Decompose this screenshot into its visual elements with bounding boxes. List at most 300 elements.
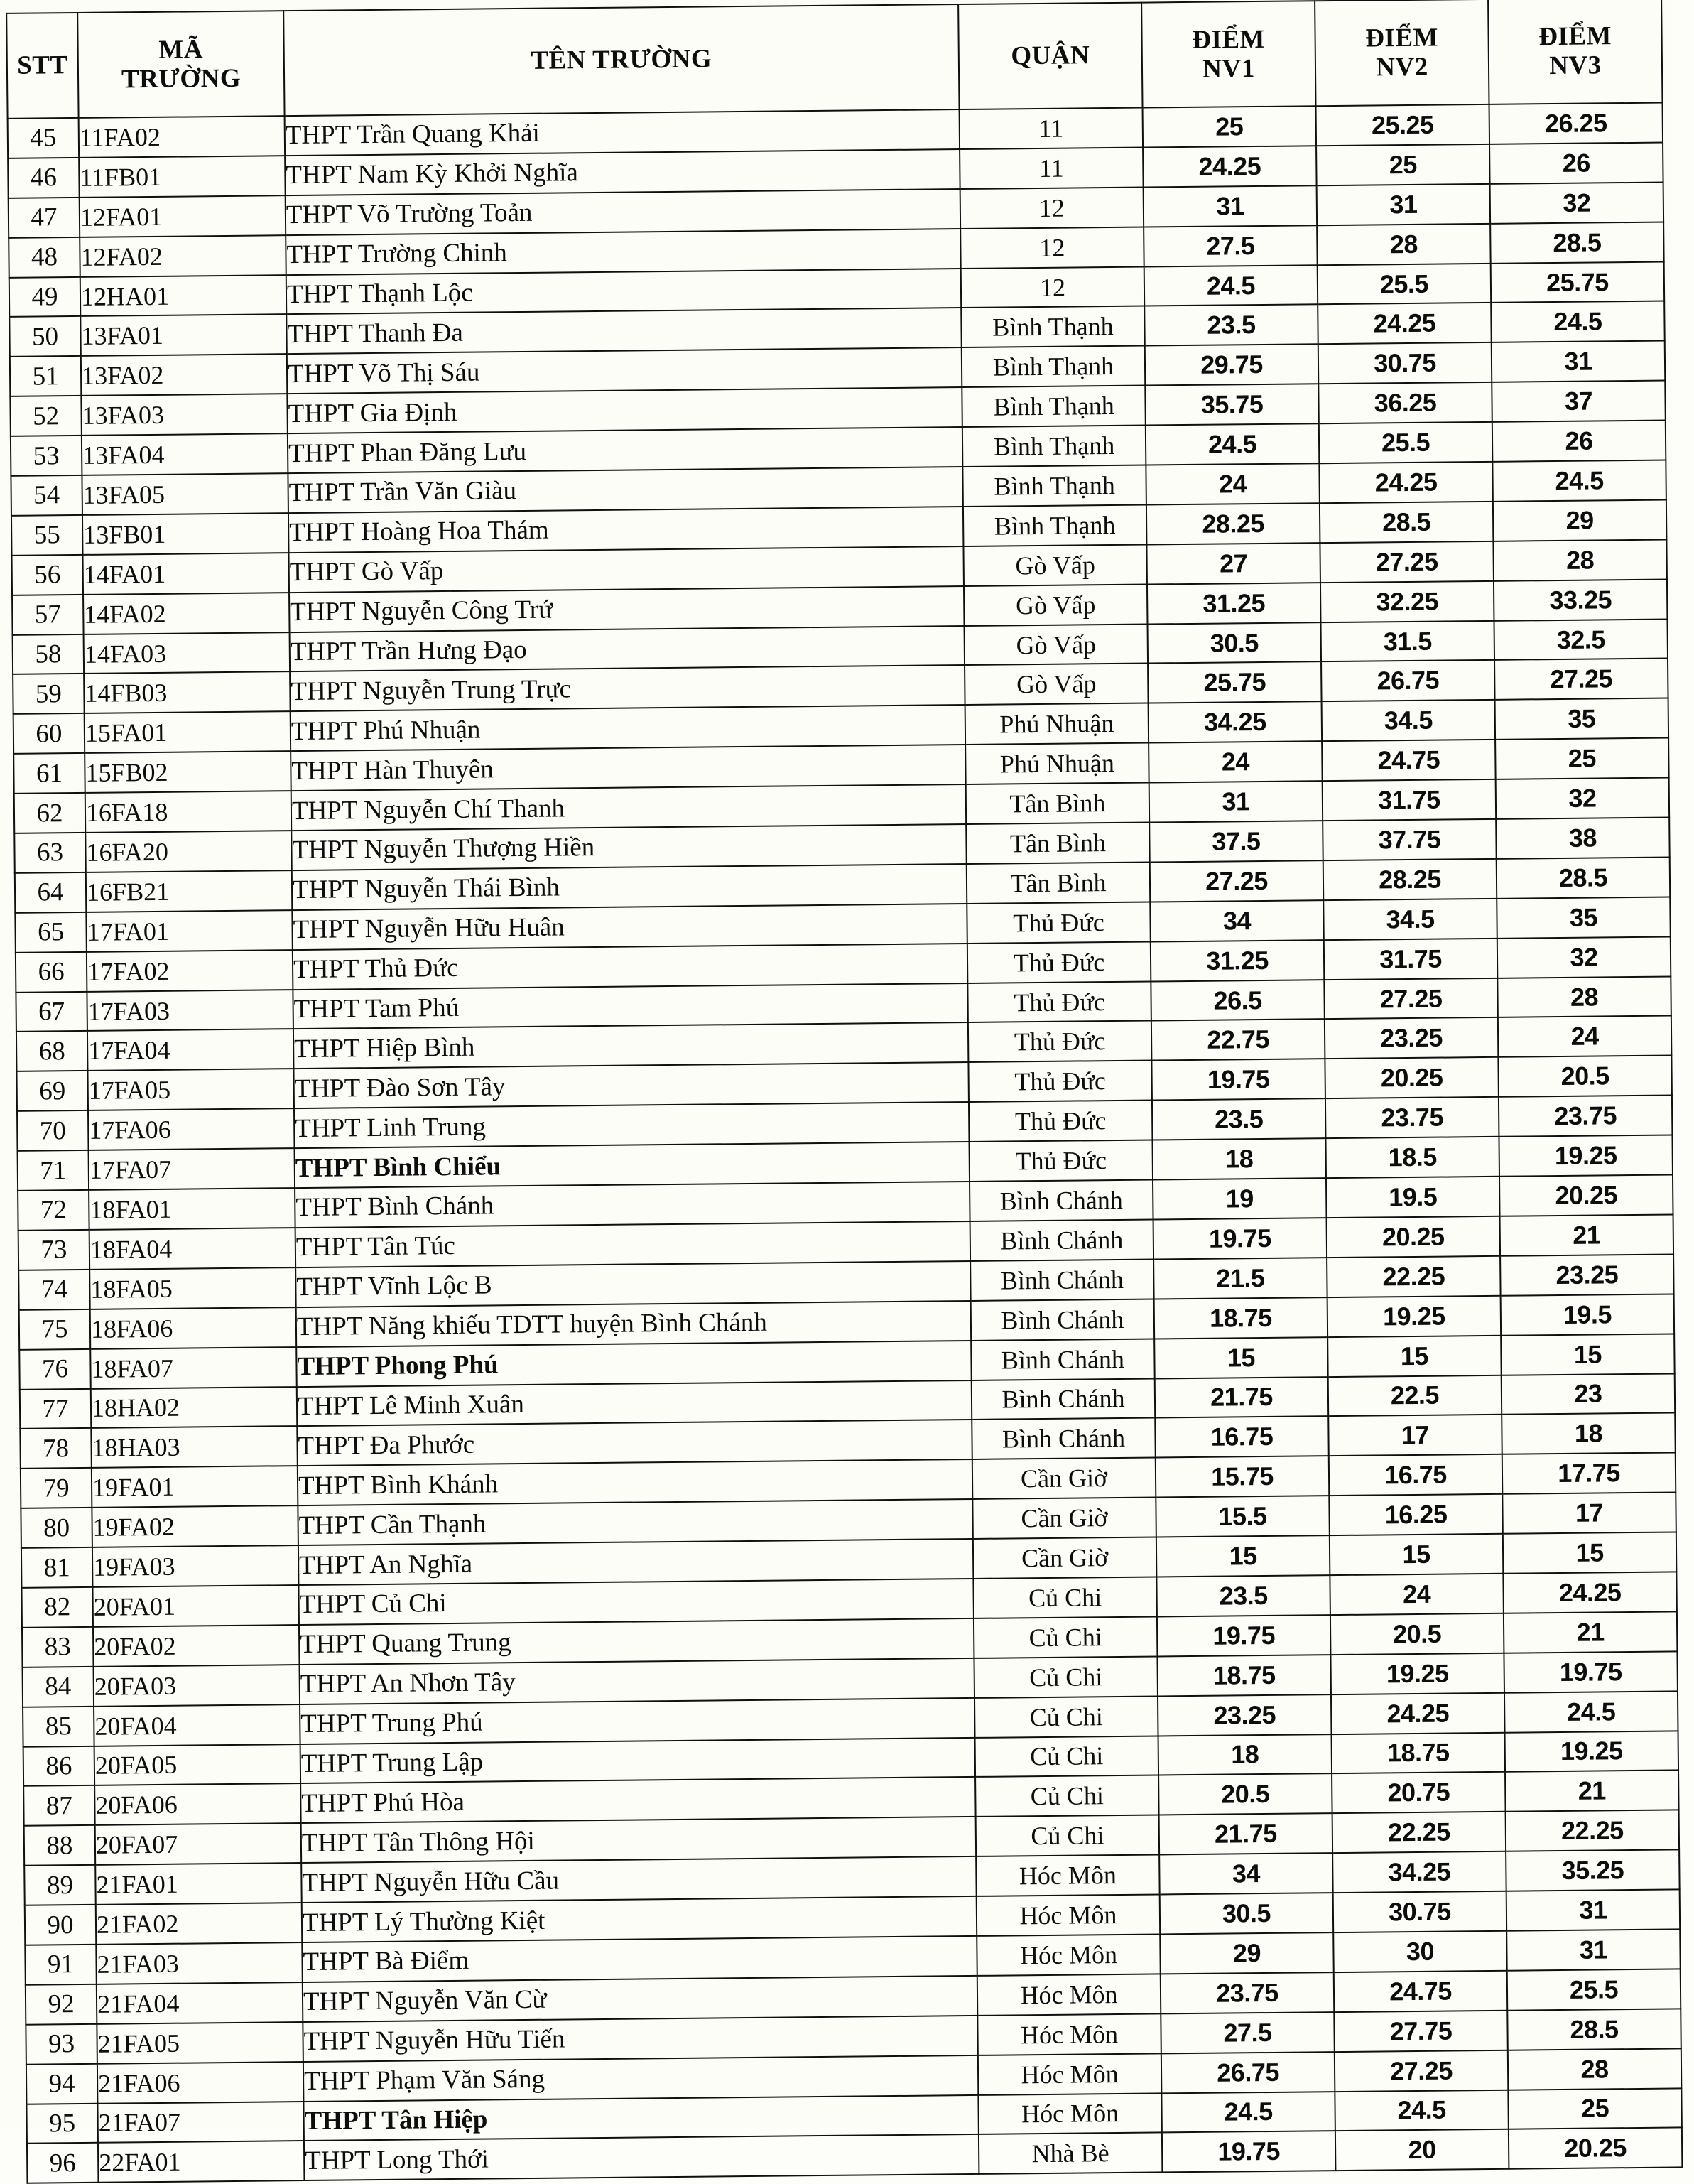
cell-school-name: THPT Năng khiếu TDTT huyện Bình Chánh <box>296 1301 971 1347</box>
cell-stt: 56 <box>12 555 84 595</box>
cell-district: Tân Bình <box>967 862 1151 903</box>
cell-school-code: 18FA07 <box>90 1347 297 1389</box>
cell-district: Bình Thạnh <box>962 346 1146 387</box>
cell-score-nv1: 24.5 <box>1144 265 1318 306</box>
cell-school-code: 14FA01 <box>82 553 289 595</box>
cell-district: Bình Chánh <box>970 1180 1153 1221</box>
cell-school-name: THPT Nguyễn Hữu Cầu <box>301 1856 976 1903</box>
cell-score-nv2: 22.25 <box>1327 1256 1501 1297</box>
header-label-code-line1: MÃ <box>158 34 204 65</box>
cell-school-name: THPT Trường Chinh <box>286 229 960 275</box>
cell-score-nv2: 31.75 <box>1323 779 1497 821</box>
cell-school-name: THPT Thanh Đa <box>286 308 961 354</box>
cell-district: Bình Thạnh <box>963 504 1147 546</box>
cell-district: Thủ Đức <box>967 902 1151 943</box>
column-header-nv1 <box>1141 1 1315 107</box>
cell-district: Bình Chánh <box>971 1299 1155 1340</box>
cell-school-name: THPT Nam Kỳ Khởi Nghĩa <box>285 149 960 195</box>
cell-stt: 85 <box>23 1706 94 1746</box>
cell-score-nv2: 16.75 <box>1329 1454 1503 1496</box>
cell-district: Thủ Đức <box>968 1061 1152 1102</box>
cell-stt: 62 <box>14 793 86 833</box>
cell-score-nv3: 23.25 <box>1500 1254 1674 1295</box>
cell-school-name: THPT An Nghĩa <box>298 1539 973 1585</box>
cell-score-nv1: 23.5 <box>1144 305 1318 346</box>
cell-score-nv2: 19.25 <box>1327 1296 1502 1337</box>
cell-score-nv2: 20 <box>1335 2129 1509 2171</box>
cell-school-code: 16FA18 <box>85 791 292 833</box>
cell-score-nv1: 24 <box>1146 463 1320 504</box>
cell-score-nv2: 22.25 <box>1332 1812 1506 1853</box>
cell-school-name: THPT Nguyễn Thái Bình <box>292 864 967 910</box>
cell-score-nv1: 31 <box>1149 781 1323 822</box>
cell-school-name: THPT Bà Điểm <box>302 1936 977 1982</box>
cell-score-nv1: 27.5 <box>1144 225 1318 266</box>
cell-score-nv2: 27.75 <box>1334 2011 1508 2052</box>
cell-school-name: THPT Đào Sơn Tây <box>293 1062 968 1108</box>
cell-stt: 92 <box>26 1984 97 2025</box>
cell-district: Bình Chánh <box>972 1418 1156 1459</box>
cell-score-nv2: 15 <box>1327 1335 1502 1376</box>
cell-score-nv1: 24.25 <box>1143 146 1317 187</box>
cell-stt: 60 <box>13 713 85 754</box>
cell-score-nv2: 31.5 <box>1320 620 1494 661</box>
cell-stt: 61 <box>13 753 85 794</box>
cell-school-code: 20FA05 <box>94 1744 301 1786</box>
cell-district: Củ Chi <box>975 1775 1159 1817</box>
cell-school-code: 20FA07 <box>95 1823 302 1865</box>
cell-district: Cần Giờ <box>973 1537 1157 1579</box>
cell-stt: 87 <box>23 1785 95 1826</box>
cell-stt: 46 <box>8 158 80 198</box>
column-header-school-name <box>283 4 959 116</box>
cell-school-name: THPT Nguyễn Trung Trực <box>290 665 965 711</box>
cell-score-nv3: 26 <box>1489 142 1663 183</box>
table-body <box>8 103 1683 2184</box>
cell-score-nv3: 24 <box>1498 1016 1672 1057</box>
cell-school-code: 21FA06 <box>97 2062 304 2104</box>
cell-score-nv2: 24 <box>1330 1574 1504 1615</box>
cell-stt: 68 <box>16 1031 88 1071</box>
cell-score-nv1: 18.75 <box>1154 1297 1328 1339</box>
cell-score-nv2: 25.25 <box>1316 104 1490 146</box>
cell-score-nv1: 24.5 <box>1146 423 1320 465</box>
cell-score-nv2: 25.5 <box>1318 263 1492 304</box>
cell-score-nv3: 15 <box>1501 1334 1675 1375</box>
cell-score-nv3: 31 <box>1506 1890 1681 1931</box>
cell-district: Gò Vấp <box>965 624 1149 665</box>
cell-score-nv3: 25.75 <box>1491 261 1665 303</box>
cell-score-nv2: 25 <box>1316 144 1490 185</box>
cell-score-nv1: 20.5 <box>1158 1774 1332 1815</box>
cell-stt: 82 <box>21 1587 93 1628</box>
cell-stt: 69 <box>16 1071 88 1111</box>
cell-score-nv3: 19.25 <box>1505 1731 1679 1772</box>
cell-score-nv3: 31 <box>1492 341 1666 382</box>
cell-score-nv2: 24.25 <box>1319 462 1493 503</box>
cell-stt: 55 <box>11 515 83 556</box>
cell-school-name: THPT Phan Đăng Lưu <box>288 427 962 473</box>
cell-district: Bình Thạnh <box>962 465 1146 507</box>
cell-school-code: 17FA05 <box>87 1069 294 1110</box>
header-label-nv1-line1: ĐIỂM <box>1192 24 1266 55</box>
cell-stt: 89 <box>24 1865 96 1905</box>
cell-score-nv3: 25 <box>1495 738 1669 779</box>
cell-district: Củ Chi <box>974 1616 1158 1658</box>
cell-school-name: THPT Trần Văn Giàu <box>288 467 962 513</box>
cell-score-nv1: 25.75 <box>1148 662 1322 703</box>
cell-score-nv2: 20.25 <box>1325 1057 1499 1098</box>
cell-score-nv2: 24.25 <box>1318 303 1492 344</box>
cell-score-nv3: 24.25 <box>1503 1572 1677 1613</box>
cell-district: Bình Thạnh <box>962 426 1146 467</box>
cell-school-code: 13FB01 <box>82 513 289 555</box>
cell-stt: 81 <box>21 1547 93 1588</box>
cell-district: Phú Nhuận <box>965 743 1149 784</box>
cell-stt: 88 <box>24 1825 96 1866</box>
cell-score-nv3: 19.5 <box>1501 1294 1675 1335</box>
cell-school-code: 21FA02 <box>96 1903 303 1945</box>
cell-score-nv2: 20.75 <box>1332 1772 1506 1813</box>
cell-score-nv2: 18.75 <box>1332 1732 1506 1773</box>
cell-score-nv2: 32.25 <box>1320 581 1494 622</box>
cell-score-nv1: 31.25 <box>1151 940 1325 981</box>
cell-stt: 91 <box>25 1945 97 1985</box>
cell-school-name: THPT Phú Nhuận <box>291 705 965 751</box>
cell-district: Thủ Đức <box>969 1101 1153 1142</box>
cell-school-name: THPT Hiệp Bình <box>293 1022 968 1069</box>
cell-stt: 72 <box>18 1190 89 1231</box>
cell-score-nv2: 24.5 <box>1335 2090 1509 2131</box>
cell-score-nv1: 27.5 <box>1161 2012 1335 2053</box>
cell-school-code: 19FA01 <box>92 1466 298 1508</box>
cell-school-code: 20FA06 <box>94 1783 301 1825</box>
cell-stt: 49 <box>9 276 81 317</box>
cell-school-name: THPT Tân Túc <box>295 1221 970 1267</box>
cell-school-code: 16FB21 <box>86 870 293 912</box>
cell-score-nv3: 20.25 <box>1509 2128 1683 2169</box>
cell-score-nv2: 20.25 <box>1327 1216 1501 1258</box>
cell-school-name: THPT Quang Trung <box>299 1618 974 1665</box>
header-label-nv2-line1: ĐIỂM <box>1365 23 1439 53</box>
cell-score-nv1: 16.75 <box>1155 1417 1329 1458</box>
cell-score-nv2: 22.5 <box>1328 1375 1502 1416</box>
cell-score-nv3: 26 <box>1492 421 1666 462</box>
cell-score-nv1: 19 <box>1153 1178 1327 1219</box>
cell-score-nv3: 15 <box>1503 1532 1677 1574</box>
cell-score-nv1: 19.75 <box>1153 1218 1327 1259</box>
column-header-district <box>958 3 1142 109</box>
cell-school-name: THPT Long Thới <box>304 2134 979 2180</box>
cell-score-nv1: 27.25 <box>1150 860 1324 902</box>
cell-school-name: THPT Gia Định <box>287 387 962 433</box>
cell-district: Củ Chi <box>974 1656 1158 1697</box>
cell-school-code: 21FA05 <box>97 2022 303 2064</box>
cell-score-nv3: 25.5 <box>1507 1969 1681 2010</box>
cell-school-code: 17FA04 <box>87 1029 294 1071</box>
cell-district: Gò Vấp <box>964 584 1148 625</box>
cell-school-name: THPT Đa Phước <box>297 1420 972 1466</box>
cell-score-nv3: 27.25 <box>1494 659 1668 700</box>
cell-score-nv2: 25.5 <box>1319 422 1493 463</box>
cell-district: Hóc Môn <box>976 1855 1160 1896</box>
cell-school-code: 13FA01 <box>80 315 287 357</box>
cell-school-code: 14FA03 <box>84 632 291 674</box>
cell-district: Tân Bình <box>966 783 1150 824</box>
cell-score-nv3: 38 <box>1496 818 1670 859</box>
cell-score-nv1: 21.75 <box>1155 1377 1329 1418</box>
header-label-code-line2: TRƯỜNG <box>121 63 241 94</box>
cell-score-nv1: 34 <box>1159 1853 1333 1894</box>
cell-school-code: 14FB03 <box>84 672 291 714</box>
cell-district: Nhà Bè <box>979 2133 1163 2174</box>
cell-score-nv2: 28.5 <box>1320 502 1494 543</box>
cell-school-name: THPT Thạnh Lộc <box>286 269 961 315</box>
cell-school-name: THPT Bình Chánh <box>295 1182 970 1228</box>
cell-district: Củ Chi <box>974 1696 1158 1737</box>
cell-stt: 95 <box>26 2103 98 2144</box>
column-header-stt <box>6 13 78 119</box>
admission-scores-table <box>6 0 1683 2184</box>
cell-stt: 79 <box>21 1468 92 1508</box>
cell-stt: 74 <box>18 1270 90 1310</box>
cell-school-name: THPT Trần Hưng Đạo <box>290 626 965 672</box>
header-label-nv3-line2: NV3 <box>1549 50 1602 81</box>
cell-stt: 78 <box>20 1428 92 1469</box>
column-header-school-code <box>77 11 284 118</box>
cell-district: Cần Giờ <box>972 1498 1156 1539</box>
cell-stt: 45 <box>8 118 80 158</box>
cell-district: Thủ Đức <box>967 981 1151 1022</box>
cell-score-nv2: 31 <box>1317 184 1491 225</box>
cell-score-nv1: 34 <box>1150 900 1324 941</box>
cell-stt: 53 <box>11 436 82 476</box>
cell-score-nv2: 20.5 <box>1330 1613 1504 1655</box>
cell-stt: 65 <box>15 912 87 953</box>
cell-score-nv3: 23 <box>1502 1373 1676 1415</box>
cell-district: Bình Chánh <box>971 1339 1155 1380</box>
cell-school-name: THPT Trung Lập <box>300 1737 975 1783</box>
cell-score-nv2: 23.75 <box>1325 1097 1499 1138</box>
cell-score-nv3: 37 <box>1492 381 1666 422</box>
cell-school-name: THPT Lý Thường Kiệt <box>302 1896 977 1942</box>
cell-district: Hóc Môn <box>977 1974 1161 2015</box>
cell-school-code: 17FA06 <box>88 1108 295 1150</box>
cell-school-name: THPT Bình Khánh <box>298 1459 972 1505</box>
cell-stt: 57 <box>12 595 84 635</box>
cell-score-nv1: 37.5 <box>1149 821 1323 862</box>
cell-district: Củ Chi <box>975 1736 1159 1777</box>
cell-school-name: THPT Phú Hòa <box>300 1777 975 1823</box>
cell-score-nv3: 35.25 <box>1506 1850 1680 1891</box>
column-header-nv3 <box>1488 0 1662 104</box>
cell-school-name: THPT Vĩnh Lộc B <box>295 1261 970 1307</box>
cell-district: Cần Giờ <box>972 1458 1156 1499</box>
cell-school-name: THPT Gò Vấp <box>288 546 963 593</box>
cell-score-nv3: 32.5 <box>1494 619 1668 660</box>
cell-school-code: 14FA02 <box>83 593 290 634</box>
cell-school-code: 12HA01 <box>80 275 287 317</box>
cell-school-code: 22FA01 <box>98 2141 305 2183</box>
cell-score-nv1: 19.75 <box>1157 1615 1331 1656</box>
header-label-district: QUẬN <box>1011 40 1090 71</box>
cell-stt: 80 <box>21 1508 92 1548</box>
cell-stt: 70 <box>17 1110 89 1151</box>
cell-score-nv3: 28.5 <box>1497 857 1671 898</box>
cell-district: Gò Vấp <box>963 544 1147 585</box>
cell-school-name: THPT Võ Thị Sáu <box>287 347 962 394</box>
cell-score-nv2: 18.5 <box>1325 1137 1499 1178</box>
cell-school-name: THPT Củ Chi <box>298 1579 973 1625</box>
cell-school-code: 21FA07 <box>97 2102 304 2144</box>
cell-score-nv3: 24.5 <box>1504 1691 1678 1732</box>
cell-score-nv1: 18 <box>1158 1734 1332 1775</box>
cell-score-nv2: 34.5 <box>1322 700 1496 741</box>
cell-score-nv3: 29 <box>1493 499 1667 541</box>
cell-score-nv1: 15.75 <box>1156 1456 1330 1497</box>
cell-stt: 48 <box>9 237 80 278</box>
cell-school-name: THPT Linh Trung <box>294 1102 969 1148</box>
cell-score-nv3: 24.5 <box>1492 460 1666 502</box>
cell-district: Bình Chánh <box>970 1259 1154 1300</box>
cell-score-nv1: 21.5 <box>1153 1258 1327 1299</box>
cell-school-name: THPT Hoàng Hoa Thám <box>288 507 963 553</box>
cell-score-nv2: 37.75 <box>1323 819 1497 860</box>
cell-score-nv1: 27 <box>1146 543 1320 584</box>
cell-score-nv3: 33.25 <box>1494 579 1668 620</box>
cell-school-code: 16FA20 <box>85 831 292 872</box>
column-header-nv2 <box>1315 0 1489 106</box>
cell-district: Hóc Môn <box>978 2053 1162 2094</box>
cell-school-code: 18FA04 <box>89 1228 296 1270</box>
cell-score-nv2: 34.25 <box>1332 1851 1506 1893</box>
cell-school-name: THPT Hàn Thuyên <box>291 745 965 791</box>
cell-score-nv3: 28 <box>1497 976 1671 1017</box>
cell-score-nv3: 17 <box>1502 1493 1676 1534</box>
cell-school-code: 15FB02 <box>85 751 291 793</box>
cell-stt: 67 <box>16 991 87 1032</box>
cell-score-nv3: 32 <box>1490 182 1664 223</box>
cell-score-nv3: 20.25 <box>1499 1175 1673 1216</box>
cell-stt: 58 <box>13 634 85 674</box>
cell-school-code: 19FA02 <box>92 1505 298 1547</box>
cell-score-nv3: 19.25 <box>1499 1135 1673 1177</box>
cell-school-name: THPT Bình Chiểu <box>295 1142 970 1188</box>
cell-score-nv3: 18 <box>1502 1413 1676 1454</box>
cell-school-name: THPT An Nhơn Tây <box>300 1658 974 1704</box>
cell-school-name: THPT Võ Trường Toản <box>286 189 960 235</box>
cell-score-nv2: 27.25 <box>1335 2050 1509 2091</box>
cell-score-nv1: 26.75 <box>1161 2052 1335 2093</box>
cell-score-nv3: 31 <box>1506 1929 1681 1970</box>
cell-score-nv3: 28 <box>1493 539 1667 580</box>
cell-school-name: THPT Lê Minh Xuân <box>297 1380 972 1426</box>
cell-school-name: THPT Nguyễn Chí Thanh <box>291 784 966 831</box>
cell-score-nv3: 21 <box>1504 1611 1678 1653</box>
cell-score-nv3: 17.75 <box>1502 1453 1676 1494</box>
cell-score-nv1: 34.25 <box>1149 702 1323 743</box>
cell-score-nv2: 24.25 <box>1331 1692 1505 1734</box>
cell-stt: 47 <box>9 198 80 238</box>
cell-stt: 96 <box>27 2143 99 2183</box>
cell-district: Hóc Môn <box>977 2013 1161 2055</box>
cell-district: Thủ Đức <box>967 941 1151 983</box>
cell-score-nv2: 15 <box>1330 1534 1504 1575</box>
cell-school-name: THPT Thủ Đức <box>293 944 967 990</box>
cell-stt: 73 <box>18 1230 90 1270</box>
cell-score-nv2: 31.75 <box>1324 939 1498 980</box>
cell-score-nv3: 35 <box>1495 698 1669 740</box>
cell-score-nv1: 15.5 <box>1156 1496 1330 1537</box>
cell-stt: 75 <box>19 1309 91 1350</box>
cell-score-nv1: 19.75 <box>1151 1059 1325 1101</box>
cell-district: Hóc Môn <box>978 2093 1162 2134</box>
cell-school-code: 11FB01 <box>79 156 286 198</box>
cell-school-name: THPT Trung Phú <box>300 1698 974 1744</box>
cell-stt: 54 <box>11 475 82 516</box>
cell-score-nv2: 28 <box>1317 224 1491 265</box>
cell-score-nv2: 19.5 <box>1326 1177 1500 1218</box>
cell-score-nv2: 16.25 <box>1329 1494 1503 1535</box>
cell-stt: 52 <box>10 396 82 436</box>
cell-district: Gò Vấp <box>965 664 1149 705</box>
cell-stt: 90 <box>25 1905 97 1945</box>
cell-score-nv1: 18.75 <box>1157 1655 1331 1696</box>
cell-district: 12 <box>961 266 1145 308</box>
cell-school-name: THPT Tam Phú <box>293 983 967 1029</box>
header-label-nv1-line2: NV1 <box>1202 54 1255 84</box>
cell-score-nv1: 30.5 <box>1148 622 1322 664</box>
cell-score-nv3: 26.25 <box>1489 103 1663 144</box>
cell-score-nv1: 29 <box>1160 1932 1334 1974</box>
cell-school-name: THPT Phong Phú <box>296 1341 971 1387</box>
cell-score-nv3: 28.5 <box>1490 222 1664 263</box>
cell-school-code: 21FA04 <box>97 1982 303 2024</box>
cell-stt: 86 <box>23 1746 95 1786</box>
cell-school-code: 19FA03 <box>92 1545 299 1587</box>
cell-score-nv1: 24 <box>1149 741 1323 782</box>
cell-stt: 63 <box>14 833 86 873</box>
cell-district: Phú Nhuận <box>965 703 1149 745</box>
cell-school-code: 13FA02 <box>81 354 288 396</box>
cell-score-nv1: 15 <box>1156 1535 1330 1577</box>
cell-school-code: 17FA07 <box>89 1148 295 1190</box>
cell-score-nv1: 35.75 <box>1145 384 1319 425</box>
cell-school-code: 21FA01 <box>95 1863 302 1905</box>
cell-stt: 77 <box>20 1388 92 1429</box>
cell-school-name: THPT Tân Thông Hội <box>301 1817 976 1863</box>
cell-school-name: THPT Tân Hiệp <box>303 2094 978 2141</box>
cell-score-nv1: 25 <box>1143 106 1317 147</box>
cell-school-code: 18FA06 <box>90 1307 297 1349</box>
cell-district: Củ Chi <box>976 1815 1160 1856</box>
cell-school-name: THPT Nguyễn Thượng Hiền <box>291 824 966 870</box>
cell-school-name: THPT Nguyễn Công Trứ <box>289 586 964 632</box>
cell-stt: 83 <box>22 1627 94 1667</box>
cell-district: Củ Chi <box>973 1577 1157 1618</box>
cell-score-nv3: 28.5 <box>1507 2009 1681 2050</box>
cell-score-nv2: 19.25 <box>1330 1653 1504 1694</box>
cell-school-code: 18HA03 <box>91 1426 298 1468</box>
cell-stt: 59 <box>13 674 85 714</box>
cell-district: 12 <box>960 187 1144 228</box>
cell-stt: 64 <box>15 872 87 913</box>
cell-school-name: THPT Phạm Văn Sáng <box>303 2055 978 2102</box>
cell-school-code: 20FA03 <box>94 1665 300 1707</box>
cell-school-code: 12FA01 <box>80 195 286 237</box>
cell-score-nv2: 17 <box>1328 1415 1502 1456</box>
cell-score-nv1: 23.5 <box>1156 1575 1330 1616</box>
